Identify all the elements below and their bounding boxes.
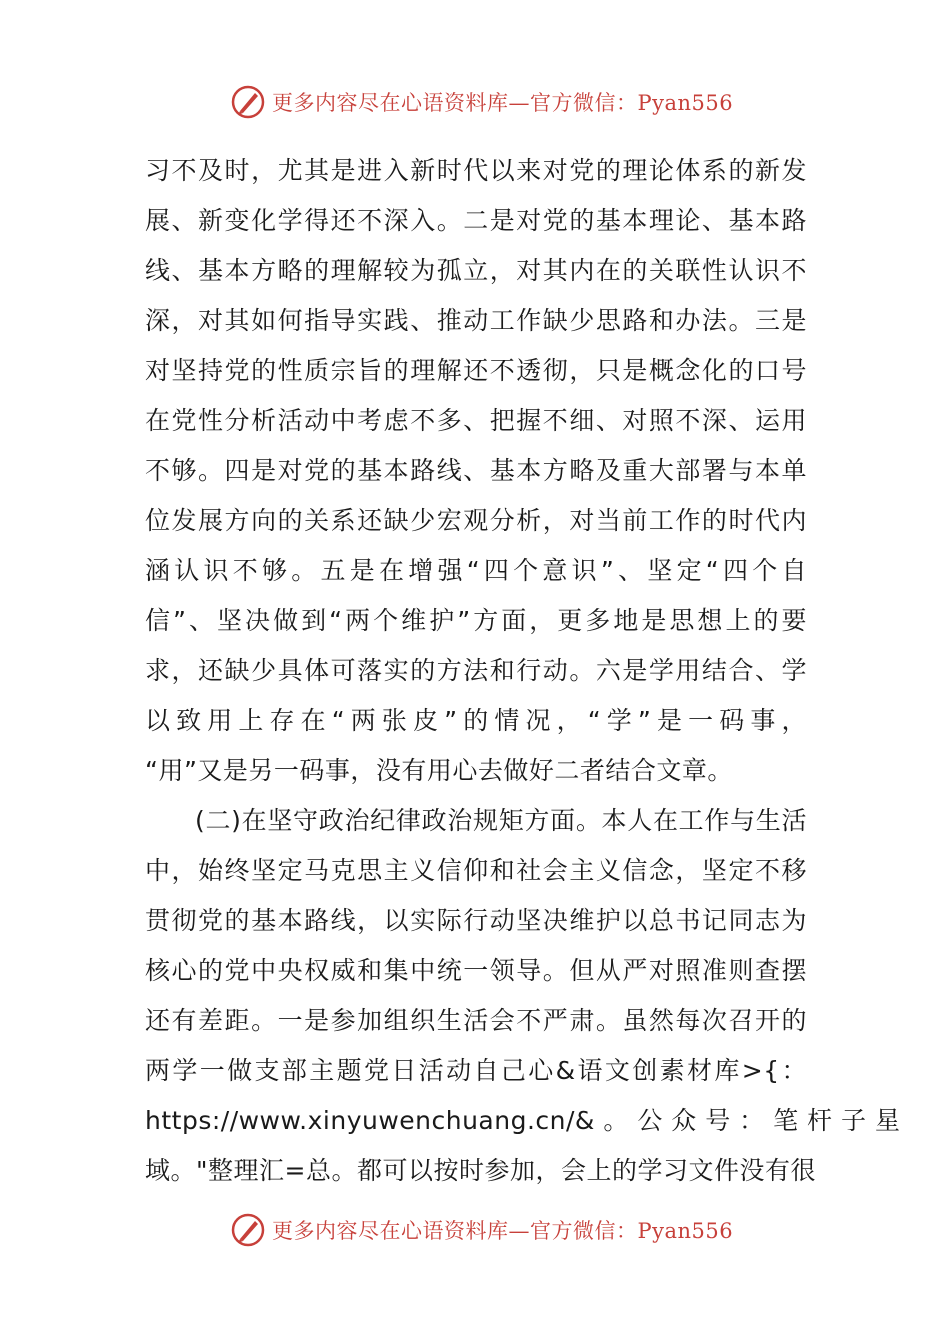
section-heading-line: (二)在坚守政治纪律政治规矩方面。本人在工作与生活 [195,806,807,835]
header-banner [230,82,750,122]
text-line: 核心的党中央权威和集中统一领导。但从严对照准则查摆 [145,956,807,985]
pen-logo-icon [230,84,266,120]
text-line: “用”又是另一码事，没有用心去做好二者结合文章。 [145,756,733,785]
footer-banner [230,1210,750,1250]
text-line: 还有差距。一是参加组织生活会不严肃。虽然每次召开的 [145,1006,807,1035]
text-line: 信”、坚决做到“两个维护”方面，更多地是思想上的要 [145,606,807,635]
text-line-url: https://www.xinyuwenchuang.cn/& 。 公 众 号 ： 笔 杆 子 星 [145,1106,901,1135]
footer-banner-text: 更多内容尽在心语资料库—官方微信：Pyan556 [272,1219,734,1243]
text-line: 展、新变化学得还不深入。二是对党的基本理论、基本路 [145,206,807,235]
text-line: 涵认识不够。五是在增强“四个意识”、坚定“四个自 [145,556,807,585]
text-line: 求，还缺少具体可落实的方法和行动。六是学用结合、学 [145,656,807,685]
text-line: 深，对其如何指导实践、推动工作缺少思路和办法。三是 [145,306,807,335]
header-banner-text: 更多内容尽在心语资料库—官方微信：Pyan556 [272,91,734,115]
text-line: 习不及时，尤其是进入新时代以来对党的理论体系的新发 [145,156,807,185]
text-line: 位发展方向的关系还缺少宏观分析，对当前工作的时代内 [145,506,807,535]
text-line: 中，始终坚定马克思主义信仰和社会主义信念，坚定不移 [145,856,807,885]
text-line: 不够。四是对党的基本路线、基本方略及重大部署与本单 [145,456,807,485]
pen-logo-icon [230,1212,266,1248]
text-line: 两学一做支部主题党日活动自己心&语文创素材库>{： [145,1056,807,1085]
text-line: 在党性分析活动中考虑不多、把握不细、对照不深、运用 [145,406,807,435]
text-line: 以致用上存在“两张皮”的情况，“学”是一码事， [145,706,807,735]
text-line: 贯彻党的基本路线，以实际行动坚决维护以总书记同志为 [145,906,807,935]
text-line: 线、基本方略的理解较为孤立，对其内在的关联性认识不 [145,256,807,285]
text-line: 域。"整理汇=总。都可以按时参加，会上的学习文件没有很 [145,1156,816,1185]
body-text [145,146,901,1196]
text-line: 对坚持党的性质宗旨的理解还不透彻，只是概念化的口号 [145,356,807,385]
